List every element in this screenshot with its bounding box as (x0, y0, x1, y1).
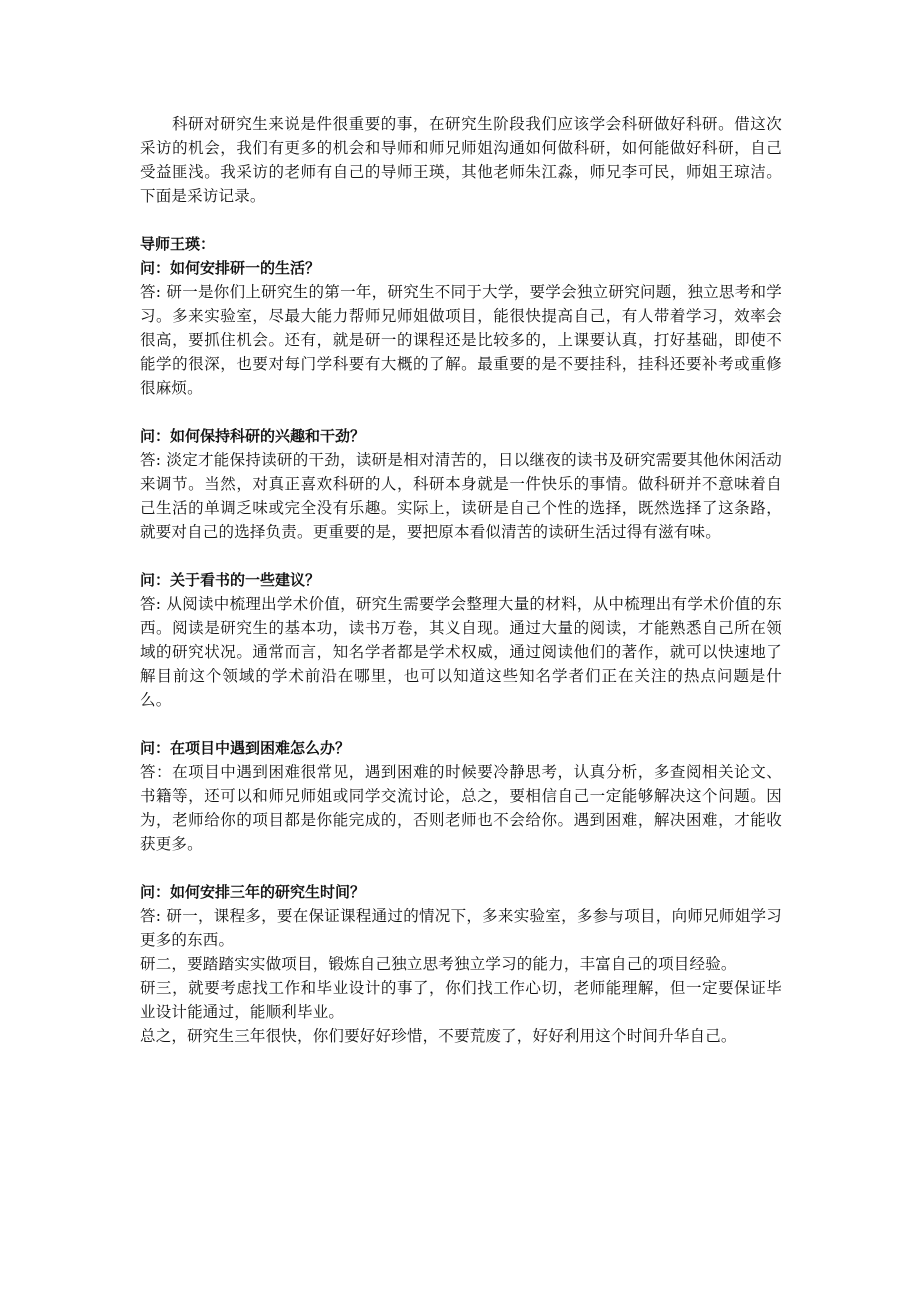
qa-block-5 (140, 880, 782, 1048)
question-1: 问：如何安排研一的生活？ (140, 259, 321, 277)
qa-block-2 (140, 424, 782, 544)
answer-1: 答: 研一是你们上研究生的第一年，研究生不同于大学，要学会独立研究问题，独立思考和学习。多来实验室，尽最大能力帮师兄师姐做项目，能很快提高自己，有人带着学习，效率会很高，要抓住机会。还有，就是研一的课程还是比较多的，上课要认真，打好基础，即使不能学的很深，也要对每门学科要有大概的了解。最重要的是不要挂科，挂科还要补考或重修很麻烦。 (140, 283, 782, 397)
document-page (140, 112, 782, 1072)
answer-5-line-2: 研二，要踏踏实实做项目，锻炼自己独立思考独立学习的能力，丰富自己的项目经验。 (140, 955, 737, 973)
answer-3: 答: 从阅读中梳理出学术价值，研究生需要学会整理大量的材料，从中梳理出有学术价值的东西。阅读是研究生的基本功，读书万卷，其义自现。通过大量的阅读，才能熟悉自己所在领域的研究状况。通常而言，知名学者都是学术权威，通过阅读他们的著作，就可以快速地了解目前这个领域的学术前沿在哪里，也可以知道这些知名学者们正在关注的热点问题是什么。 (140, 595, 782, 709)
question-4: 问：在项目中遇到困难怎么办？ (140, 739, 351, 757)
section-title: 导师王瑛： (140, 235, 216, 253)
answer-5-line-4: 总之，研究生三年很快，你们要好好珍惜，不要荒废了，好好利用这个时间升华自己。 (140, 1027, 737, 1045)
qa-block-3 (140, 568, 782, 712)
question-5: 问：如何安排三年的研究生时间？ (140, 883, 366, 901)
answer-4: 答：在项目中遇到困难很常见，遇到困难的时候要冷静思考，认真分析，多查阅相关论文、书籍等，还可以和师兄师姐或同学交流讨论，总之，要相信自己一定能够解决这个问题。因为，老师给你的项目都是你能完成的，否则老师也不会给你。遇到困难，解决困难，才能收获更多。 (140, 763, 782, 853)
answer-2: 答: 淡定才能保持读研的干劲，读研是相对清苦的，日以继夜的读书及研究需要其他休闲活动来调节。当然，对真正喜欢科研的人，科研本身就是一件快乐的事情。做科研并不意味着自己生活的单调乏味或完全没有乐趣。实际上，读研是自己个性的选择，既然选择了这条路，就要对自己的选择负责。更重要的是，要把原本看似清苦的读研生活过得有滋有味。 (140, 451, 782, 541)
answer-5-line-1: 答: 研一，课程多，要在保证课程通过的情况下，多来实验室，多参与项目，向师兄师姐学习更多的东西。 (140, 907, 782, 949)
qa-block-4 (140, 736, 782, 856)
intro-paragraph: 科研对研究生来说是件很重要的事，在研究生阶段我们应该学会科研做好科研。借这次采访的机会，我们有更多的机会和导师和师兄师姐沟通如何做科研，如何能做好科研，自己受益匪浅。我采访的老师有自己的导师王瑛，其他老师朱江淼，师兄李可民，师姐王琼洁。下面是采访记录。 (140, 115, 782, 205)
question-2: 问：如何保持科研的兴趣和干劲？ (140, 427, 366, 445)
qa-block-1 (140, 256, 782, 400)
answer-5-line-3: 研三，就要考虑找工作和毕业设计的事了，你们找工作心切，老师能理解，但一定要保证毕业设计能通过，能顺利毕业。 (140, 979, 782, 1021)
question-3: 问：关于看书的一些建议？ (140, 571, 321, 589)
